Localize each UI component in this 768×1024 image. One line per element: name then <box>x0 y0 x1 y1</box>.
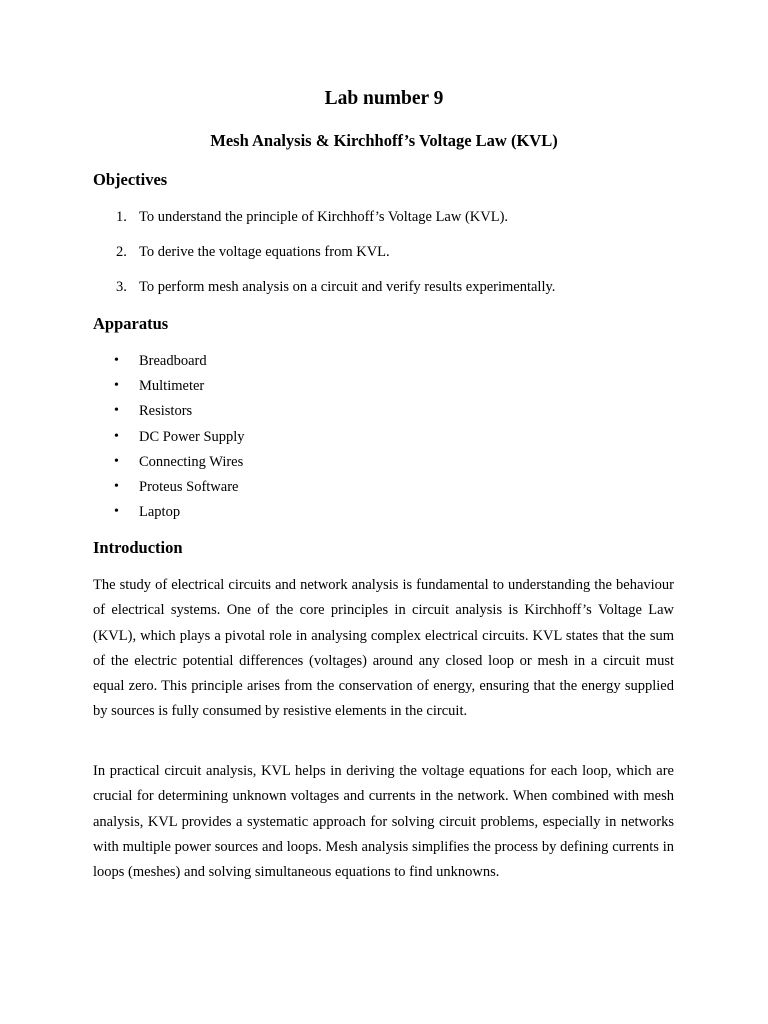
bullet-icon: • <box>114 453 119 469</box>
bullet-icon: • <box>114 403 119 419</box>
list-item <box>93 278 555 313</box>
introduction-heading: Introduction <box>93 538 183 557</box>
list-item-text: DC Power Supply <box>139 428 245 445</box>
list-number: 1. <box>116 209 127 225</box>
list-item <box>93 402 245 427</box>
list-item-text: Breadboard <box>139 353 207 369</box>
objectives-list <box>93 208 555 313</box>
list-number: 2. <box>116 244 127 260</box>
objectives-heading: Objectives <box>93 170 168 189</box>
list-item-text: Multimeter <box>139 378 205 395</box>
bullet-icon: • <box>114 353 119 368</box>
list-item-text: To derive the voltage equations from KVL. <box>139 244 390 260</box>
list-item-text: Proteus Software <box>139 478 239 495</box>
bullet-icon: • <box>114 504 119 520</box>
apparatus-heading: Apparatus <box>93 314 169 333</box>
apparatus-list <box>93 352 245 528</box>
list-item <box>93 453 245 478</box>
list-item <box>93 243 555 278</box>
page-title: Lab number 9 <box>324 88 444 109</box>
list-item <box>93 352 245 377</box>
page-subtitle: Mesh Analysis & Kirchhoff’s Voltage Law (KVL) <box>210 131 558 150</box>
list-item <box>93 503 245 528</box>
list-number: 3. <box>116 279 127 295</box>
list-item-text: Resistors <box>139 403 193 420</box>
list-item <box>93 428 245 453</box>
list-item <box>93 377 245 402</box>
list-item-text: To understand the principle of Kirchhoff’s Voltage Law (KVL). <box>139 209 509 225</box>
list-item <box>93 208 555 243</box>
list-item <box>93 478 245 503</box>
list-item-text: Connecting Wires <box>139 453 244 470</box>
bullet-icon: • <box>114 378 119 394</box>
list-item-text: To perform mesh analysis on a circuit and verify results experimentally. <box>139 279 556 295</box>
bullet-icon: • <box>114 478 119 494</box>
introduction-paragraph-2: In practical circuit analysis, KVL helps in deriving the voltage equations for each loop, which are crucial for determining unknown voltages and currents in the network. When combined with mesh analysis, KVL provides a systematic approach for solving circuit problems, especially in networks with multiple power sources and loops. Mesh analysis simplifies the process by defining currents in loops (meshes) and solving simultaneous equations to find unknowns. <box>93 763 674 881</box>
list-item-text: Laptop <box>139 504 181 521</box>
introduction-paragraph-1: The study of electrical circuits and network analysis is fundamental to understanding the behaviour of electrical systems. One of the core principles in circuit analysis is Kirchhoff’s Voltage Law (KVL), which plays a pivotal role in analysing complex electrical circuits. KVL states that the sum of the electric potential differences (voltages) around any closed loop or mesh in a circuit must equal zero. This principle arises from the conservation of energy, ensuring that the energy supplied by sources is fully consumed by resistive elements in the circuit. <box>93 577 674 720</box>
bullet-icon: • <box>114 428 119 444</box>
